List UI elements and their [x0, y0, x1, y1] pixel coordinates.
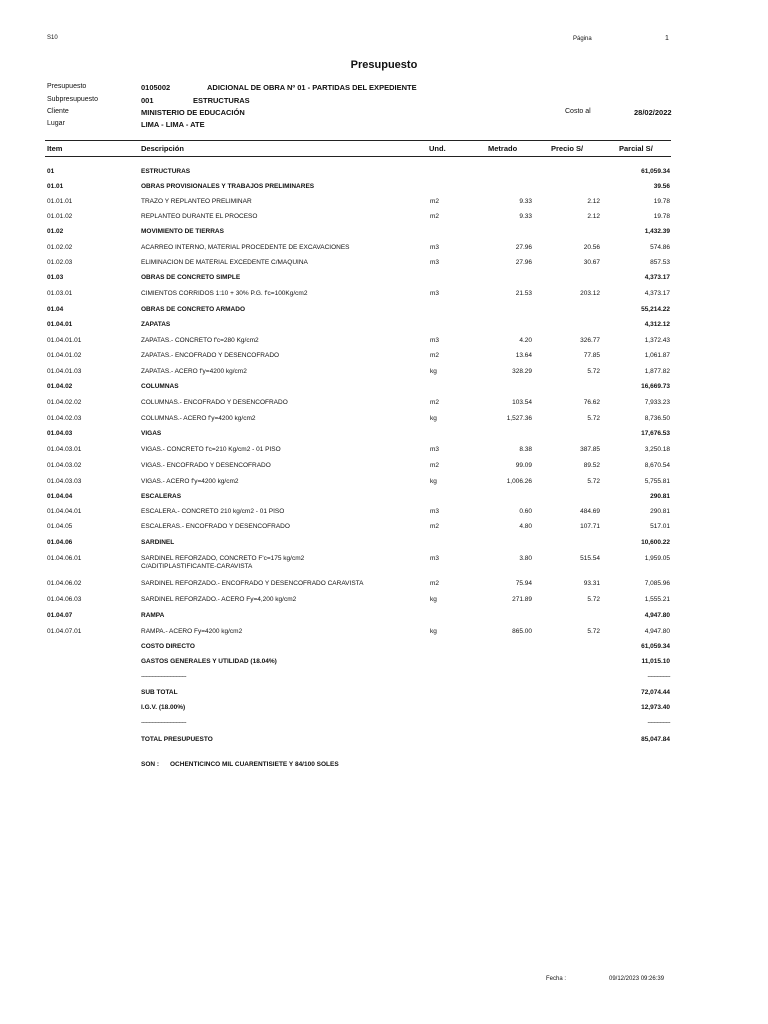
fecha-value: 09/12/2023 09:26:39: [609, 976, 665, 982]
row-item-code: 01.04: [47, 306, 64, 313]
son-label: SON :: [141, 761, 160, 768]
igv-label: I.G.V. (18.00%): [141, 704, 186, 711]
table-row: [0, 594, 768, 608]
row-description: VIGAS: [141, 430, 162, 437]
row-precio: 203.12: [580, 290, 600, 297]
row-description: RAMPA.- ACERO Fy=4200 kg/cm2: [141, 628, 243, 635]
row-precio: 484.69: [580, 508, 600, 515]
row-description: ZAPATAS.- CONCRETO f'c=280 Kg/cm2: [141, 337, 259, 344]
row-item-code: 01.04.02.02: [47, 399, 82, 406]
row-parcial: 1,061.87: [644, 352, 670, 359]
table-row: [0, 272, 768, 286]
row-item-code: 01.02.03: [47, 259, 73, 266]
row-parcial: 3,250.18: [644, 446, 670, 453]
table-row: [0, 181, 768, 195]
row-description: COLUMNAS.- ENCOFRADO Y DESENCOFRADO: [141, 399, 288, 406]
table-row: [0, 242, 768, 256]
costo-label: Costo al: [565, 108, 591, 115]
row-parcial: 19.78: [653, 198, 670, 205]
row-description: ESTRUCTURAS: [141, 168, 191, 175]
row-metrado: 0.60: [519, 508, 532, 515]
subpresupuesto-name: ESTRUCTURAS: [193, 96, 250, 105]
row-precio: 387.85: [580, 446, 600, 453]
page-number: 1: [665, 35, 669, 42]
row-description: OBRAS DE CONCRETO ARMADO: [141, 306, 246, 313]
row-description: VIGAS.- ACERO f'y=4200 kg/cm2: [141, 478, 239, 485]
row-description: ESCALERAS: [141, 493, 182, 500]
row-parcial: 1,555.21: [644, 596, 670, 603]
table-row: [0, 610, 768, 624]
table-row: [0, 553, 768, 570]
row-description: SARDINEL REFORZADO.- ENCOFRADO Y DESENCOFRADO CARAVISTA: [141, 580, 364, 587]
row-unit: m3: [430, 259, 440, 266]
row-description: CIMIENTOS CORRIDOS 1:10 + 30% P.G. f'c=100Kg/cm2: [141, 290, 308, 297]
costo-directo-value: 61,059.34: [641, 643, 670, 650]
row-description: COLUMNAS.- ACERO f'y=4200 kg/cm2: [141, 415, 256, 422]
row-item-code: 01: [47, 168, 55, 175]
cliente-label: Cliente: [47, 108, 69, 115]
row-metrado: 13.64: [515, 352, 532, 359]
row-parcial: 574.86: [650, 244, 670, 251]
lugar-value: LIMA - LIMA - ATE: [141, 120, 205, 129]
row-description: OBRAS PROVISIONALES Y TRABAJOS PRELIMINARES: [141, 183, 315, 190]
document-title: Presupuesto: [350, 59, 418, 71]
row-item-code: 01.04.01.03: [47, 368, 82, 375]
row-metrado: 865.00: [512, 628, 532, 635]
col-precio: Precio S/: [551, 144, 584, 153]
row-item-code: 01.04.03: [47, 430, 73, 437]
row-metrado: 3.80: [519, 555, 532, 562]
table-row: [0, 350, 768, 364]
table-row: [0, 166, 768, 180]
row-parcial: 4,947.80: [644, 612, 670, 619]
table-row: [0, 413, 768, 427]
row-parcial: 857.53: [650, 259, 670, 266]
row-description: VIGAS.- ENCOFRADO Y DESENCOFRADO: [141, 462, 271, 469]
table-row: [0, 626, 768, 640]
row-item-code: 01.04.01: [47, 321, 73, 328]
row-item-code: 01.03.01: [47, 290, 73, 297]
row-item-code: 01.03: [47, 274, 64, 281]
page-label: Página: [573, 36, 592, 42]
row-precio: 89.52: [583, 462, 600, 469]
table-row: [0, 319, 768, 333]
row-parcial: 17,676.53: [641, 430, 670, 437]
row-metrado: 75.94: [515, 580, 532, 587]
row-item-code: 01.04.07.01: [47, 628, 82, 635]
separator-right-1: ---------------: [647, 674, 670, 680]
row-metrado: 271.89: [512, 596, 532, 603]
table-row: [0, 460, 768, 474]
row-precio: 5.72: [587, 415, 600, 422]
row-parcial: 55,214.22: [641, 306, 670, 313]
row-item-code: 01.04.04.01: [47, 508, 82, 515]
table-row: [0, 578, 768, 592]
row-description: OBRAS DE CONCRETO SIMPLE: [141, 274, 241, 281]
row-parcial: 4,312.12: [644, 321, 670, 328]
row-description: ESCALERA.- CONCRETO 210 kg/cm2 - 01 PISO: [141, 508, 285, 515]
row-parcial: 1,372.43: [644, 337, 670, 344]
separator-left-1: ------------------------------: [141, 674, 186, 680]
row-description: ZAPATAS: [141, 321, 171, 328]
cliente-value: MINISTERIO DE EDUCACIÓN: [141, 108, 245, 117]
row-parcial: 1,877.82: [644, 368, 670, 375]
total-label: TOTAL PRESUPUESTO: [141, 736, 213, 743]
row-description: SARDINEL: [141, 539, 175, 546]
row-item-code: 01.04.02.03: [47, 415, 82, 422]
row-parcial: 4,373.17: [644, 290, 670, 297]
table-row: [0, 257, 768, 271]
row-precio: 107.71: [580, 523, 600, 530]
row-metrado: 1,527.36: [506, 415, 532, 422]
row-metrado: 9.33: [519, 198, 532, 205]
row-unit: m2: [430, 580, 440, 587]
table-row: [0, 288, 768, 302]
table-row: [0, 428, 768, 442]
costo-date: 28/02/2022: [634, 108, 672, 117]
table-row: [0, 476, 768, 490]
row-parcial: 10,600.22: [641, 539, 670, 546]
row-item-code: 01.04.03.02: [47, 462, 82, 469]
col-item: Item: [47, 144, 63, 153]
row-unit: m2: [430, 523, 440, 530]
row-parcial: 16,669.73: [641, 383, 670, 390]
row-unit: m3: [430, 244, 440, 251]
row-item-code: 01.04.01.01: [47, 337, 82, 344]
row-precio: 93.31: [583, 580, 600, 587]
row-description: TRAZO Y REPLANTEO PRELIMINAR: [141, 198, 252, 205]
row-metrado: 99.09: [515, 462, 532, 469]
row-unit: m2: [430, 399, 440, 406]
row-description: RAMPA: [141, 612, 165, 619]
row-unit: m2: [430, 213, 440, 220]
presupuesto-code: 0105002: [141, 83, 171, 92]
row-metrado: 1,006.26: [506, 478, 532, 485]
igv-value: 12,973.40: [641, 704, 670, 711]
row-description: MOVIMIENTO DE TIERRAS: [141, 228, 224, 235]
row-description: VIGAS.- CONCRETO f'c=210 Kg/cm2 - 01 PISO: [141, 446, 281, 453]
row-item-code: 01.04.03.03: [47, 478, 82, 485]
row-unit: m3: [430, 290, 440, 297]
row-parcial: 1,432.39: [644, 228, 670, 235]
row-parcial: 8,670.54: [644, 462, 670, 469]
row-unit: m3: [430, 555, 440, 562]
col-descripcion: Descripción: [141, 144, 184, 153]
row-description: COLUMNAS: [141, 383, 179, 390]
table-row: [0, 381, 768, 395]
row-item-code: 01.02.02: [47, 244, 73, 251]
costo-directo-label: COSTO DIRECTO: [141, 643, 195, 650]
row-parcial: 5,755.81: [644, 478, 670, 485]
fecha-label: Fecha :: [546, 976, 567, 982]
row-parcial: 4,373.17: [644, 274, 670, 281]
row-metrado: 4.20: [519, 337, 532, 344]
row-description: ACARREO INTERNO, MATERIAL PROCEDENTE DE EXCAVACIONES: [141, 244, 350, 251]
row-metrado: 4.80: [519, 523, 532, 530]
row-parcial: 39.56: [653, 183, 670, 190]
presupuesto-label: Presupuesto: [47, 83, 87, 90]
separator-right-2: ---------------: [647, 720, 670, 726]
row-precio: 326.77: [580, 337, 600, 344]
row-unit: m3: [430, 446, 440, 453]
subtotal-value: 72,074.44: [641, 689, 670, 696]
row-precio: 2.12: [587, 198, 600, 205]
row-precio: 5.72: [587, 596, 600, 603]
row-item-code: 01.04.05: [47, 523, 73, 530]
row-metrado: 8.38: [519, 446, 532, 453]
lugar-label: Lugar: [47, 120, 65, 127]
row-item-code: 01.01: [47, 183, 64, 190]
gastos-value: 11,015.10: [641, 658, 670, 665]
subtotal-label: SUB TOTAL: [141, 689, 178, 696]
row-metrado: 328.29: [512, 368, 532, 375]
subpresupuesto-label: Subpresupuesto: [47, 96, 98, 103]
table-row: [0, 521, 768, 535]
row-item-code: 01.04.06: [47, 539, 73, 546]
row-unit: kg: [430, 596, 437, 603]
table-row: [0, 304, 768, 318]
table-row: [0, 335, 768, 349]
row-parcial: 19.78: [653, 213, 670, 220]
row-item-code: 01.04.06.02: [47, 580, 82, 587]
report-code: S10: [47, 35, 58, 41]
row-unit: m3: [430, 337, 440, 344]
row-metrado: 103.54: [512, 399, 532, 406]
row-precio: 515.54: [580, 555, 600, 562]
row-item-code: 01.04.04: [47, 493, 73, 500]
row-parcial: 61,059.34: [641, 168, 670, 175]
table-row: [0, 226, 768, 240]
table-row: [0, 537, 768, 551]
row-item-code: 01.02: [47, 228, 64, 235]
row-precio: 77.85: [583, 352, 600, 359]
total-value: 85,047.84: [641, 736, 670, 743]
row-metrado: 27.96: [515, 259, 532, 266]
table-row: [0, 211, 768, 225]
row-item-code: 01.04.07: [47, 612, 73, 619]
row-parcial: 7,085.96: [644, 580, 670, 587]
table-row: [0, 444, 768, 458]
son-text: OCHENTICINCO MIL CUARENTISIETE Y 84/100 SOLES: [170, 761, 339, 768]
row-precio: 5.72: [587, 478, 600, 485]
row-unit: kg: [430, 628, 437, 635]
col-und: Und.: [429, 144, 446, 153]
row-item-code: 01.01.01: [47, 198, 73, 205]
col-parcial: Parcial S/: [619, 144, 653, 153]
row-description-line2: C/ADITIPLASTIFICANTE-CARAVISTA: [141, 563, 253, 570]
row-description: ELIMINACION DE MATERIAL EXCEDENTE C/MAQUINA: [141, 259, 308, 266]
row-precio: 76.62: [583, 399, 600, 406]
row-precio: 2.12: [587, 213, 600, 220]
row-unit: kg: [430, 478, 437, 485]
table-row: [0, 196, 768, 210]
row-parcial: 1,959.05: [644, 555, 670, 562]
row-unit: m2: [430, 352, 440, 359]
row-parcial: 4,947.80: [644, 628, 670, 635]
row-parcial: 517.01: [650, 523, 670, 530]
table-row: [0, 397, 768, 411]
row-precio: 5.72: [587, 368, 600, 375]
row-description: SARDINEL REFORZADO.- ACERO Fy=4,200 kg/cm2: [141, 596, 297, 603]
row-precio: 5.72: [587, 628, 600, 635]
row-unit: m2: [430, 462, 440, 469]
separator-left-2: ------------------------------: [141, 720, 186, 726]
row-item-code: 01.04.03.01: [47, 446, 82, 453]
row-metrado: 27.96: [515, 244, 532, 251]
row-parcial: 290.81: [650, 493, 670, 500]
row-unit: m3: [430, 508, 440, 515]
table-row: [0, 366, 768, 380]
gastos-label: GASTOS GENERALES Y UTILIDAD (18.04%): [141, 658, 277, 665]
row-description: ZAPATAS.- ACERO f'y=4200 kg/cm2: [141, 368, 247, 375]
row-parcial: 290.81: [650, 508, 670, 515]
row-item-code: 01.04.02: [47, 383, 73, 390]
row-description: ESCALERAS.- ENCOFRADO Y DESENCOFRADO: [141, 523, 290, 530]
row-description: REPLANTEO DURANTE EL PROCESO: [141, 213, 258, 220]
presupuesto-name: ADICIONAL DE OBRA Nº 01 - PARTIDAS DEL EXPEDIENTE: [207, 83, 417, 92]
subpresupuesto-code: 001: [141, 96, 154, 105]
table-row: [0, 506, 768, 520]
row-unit: kg: [430, 368, 437, 375]
table-row: [0, 491, 768, 505]
col-metrado: Metrado: [488, 144, 518, 153]
row-unit: kg: [430, 415, 437, 422]
row-precio: 20.56: [583, 244, 600, 251]
row-unit: m2: [430, 198, 440, 205]
row-parcial: 7,933.23: [644, 399, 670, 406]
row-item-code: 01.01.02: [47, 213, 73, 220]
row-metrado: 21.53: [515, 290, 532, 297]
row-item-code: 01.04.01.02: [47, 352, 82, 359]
row-item-code: 01.04.06.03: [47, 596, 82, 603]
row-description: SARDINEL REFORZADO, CONCRETO F'c=175 kg/cm2: [141, 555, 305, 562]
row-parcial: 8,736.50: [644, 415, 670, 422]
row-item-code: 01.04.06.01: [47, 555, 82, 562]
row-metrado: 9.33: [519, 213, 532, 220]
row-precio: 30.67: [583, 259, 600, 266]
row-description: ZAPATAS.- ENCOFRADO Y DESENCOFRADO: [141, 352, 280, 359]
